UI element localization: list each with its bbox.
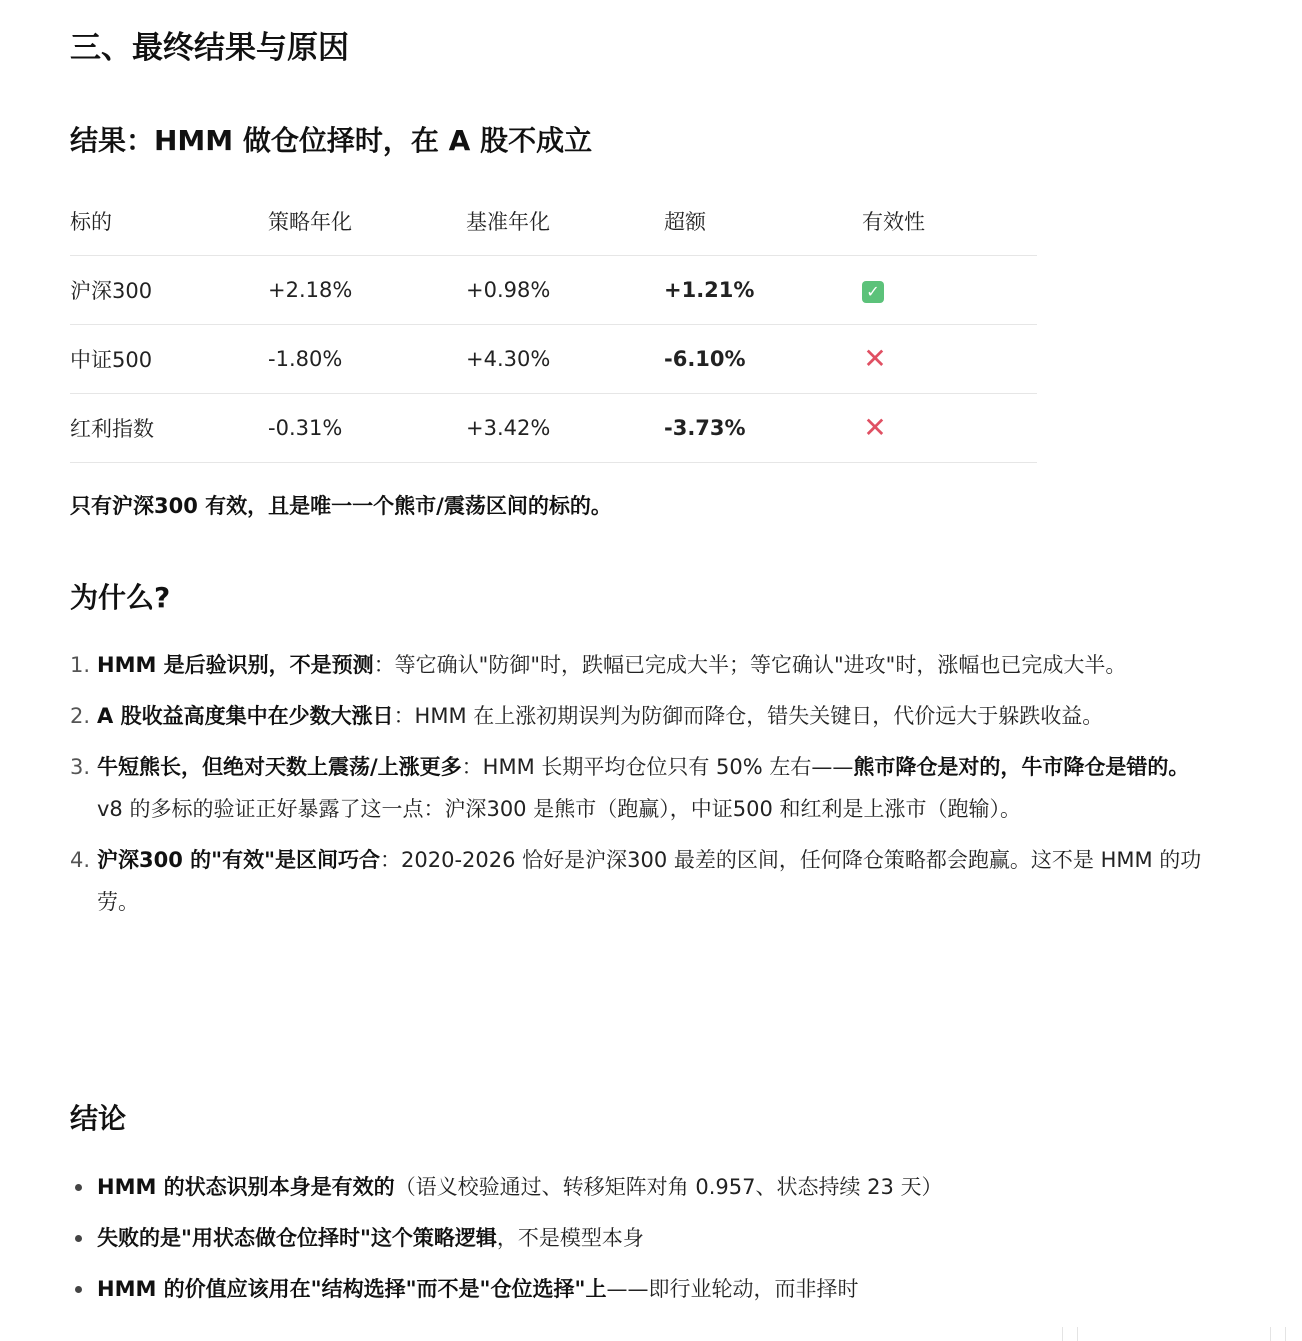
result-heading: 结果：HMM 做仓位择时，在 A 股不成立 [70, 124, 593, 157]
cross-mark-icon: ✕ [863, 341, 887, 375]
conclusion-title: HMM 的价值应该用在"结构选择"而不是"仓位选择"上 [97, 1277, 607, 1301]
table-row [70, 394, 1037, 463]
cell-validity [862, 256, 1037, 325]
conclusion-title: 失败的是"用状态做仓位择时"这个策略逻辑 [97, 1226, 497, 1250]
bullet-icon [75, 1184, 82, 1191]
conclusion-text: （语义校验通过、转移矩阵对角 0.957、状态持续 23 天） [394, 1175, 943, 1199]
header-validity: 有效性 [862, 186, 1037, 256]
list-item [70, 695, 1210, 737]
reason-text: ：HMM 在上涨初期误判为防御而降仓，错失关键日，代价远大于躲跌收益。 [393, 704, 1104, 728]
cell-name: 红利指数 [70, 394, 268, 463]
section-title: 三、最终结果与原因 [70, 30, 349, 66]
cell-excess: -3.73% [664, 394, 862, 463]
list-number: 1. [70, 653, 91, 677]
cell-excess: +1.21% [664, 256, 862, 325]
check-mark-icon: ✓ [862, 281, 884, 303]
list-number: 2. [70, 704, 91, 728]
reasons-list [70, 644, 1210, 932]
cell-benchmark: +0.98% [466, 256, 664, 325]
bullet-icon [75, 1286, 82, 1293]
reason-text: ：2020-2026 恰好是沪深300 最差的区间，任何降仓策略都会跑赢。这不是 HMM 的功劳。 [97, 848, 1202, 914]
cell-strategy: -1.80% [268, 325, 466, 394]
header-benchmark-annual: 基准年化 [466, 186, 664, 256]
reason-text-continued: v8 的多标的验证正好暴露了这一点：沪深300 是熊市（跑赢），中证500 和红利是上涨市（跑输）。 [97, 797, 1021, 821]
reason-emphasis: 熊市降仓是对的，牛市降仓是错的。 [853, 755, 1190, 779]
conclusion-list [70, 1166, 1210, 1319]
list-item [70, 644, 1210, 686]
list-number: 4. [70, 848, 91, 872]
cell-strategy: +2.18% [268, 256, 466, 325]
cell-name: 中证500 [70, 325, 268, 394]
why-heading: 为什么? [70, 581, 171, 614]
reason-title: 沪深300 的"有效"是区间巧合 [97, 848, 381, 872]
results-table [70, 186, 1037, 463]
cell-validity [862, 394, 1037, 463]
list-item [70, 1217, 1210, 1259]
list-item [70, 839, 1210, 923]
cell-validity [862, 325, 1037, 394]
header-strategy-annual: 策略年化 [268, 186, 466, 256]
reason-text: ：HMM 长期平均仓位只有 50% 左右—— [461, 755, 854, 779]
conclusion-text: ，不是模型本身 [496, 1226, 644, 1250]
cell-benchmark: +4.30% [466, 325, 664, 394]
table-row [70, 256, 1037, 325]
conclusion-title: HMM 的状态识别本身是有效的 [97, 1175, 395, 1199]
list-item [70, 746, 1210, 830]
scroll-indicator-icon [1062, 1327, 1078, 1341]
conclusion-heading: 结论 [70, 1102, 127, 1135]
table-header-row [70, 186, 1037, 256]
cell-name: 沪深300 [70, 256, 268, 325]
list-number: 3. [70, 755, 91, 779]
scroll-indicator-icon [1270, 1327, 1286, 1341]
list-item [70, 1268, 1210, 1310]
table-row [70, 325, 1037, 394]
header-target: 标的 [70, 186, 268, 256]
reason-title: HMM 是后验识别，不是预测 [97, 653, 374, 677]
reason-title: A 股收益高度集中在少数大涨日 [97, 704, 394, 728]
cross-mark-icon: ✕ [863, 410, 887, 444]
conclusion-text: ——即行业轮动，而非择时 [606, 1277, 859, 1301]
list-item [70, 1166, 1210, 1208]
bullet-icon [75, 1235, 82, 1242]
cell-strategy: -0.31% [268, 394, 466, 463]
cell-excess: -6.10% [664, 325, 862, 394]
reason-title: 牛短熊长，但绝对天数上震荡/上涨更多 [97, 755, 462, 779]
cell-benchmark: +3.42% [466, 394, 664, 463]
reason-text: ：等它确认"防御"时，跌幅已完成大半；等它确认"进攻"时，涨幅也已完成大半。 [373, 653, 1127, 677]
result-note: 只有沪深300 有效，且是唯一一个熊市/震荡区间的标的。 [70, 494, 612, 518]
header-excess: 超额 [664, 186, 862, 256]
